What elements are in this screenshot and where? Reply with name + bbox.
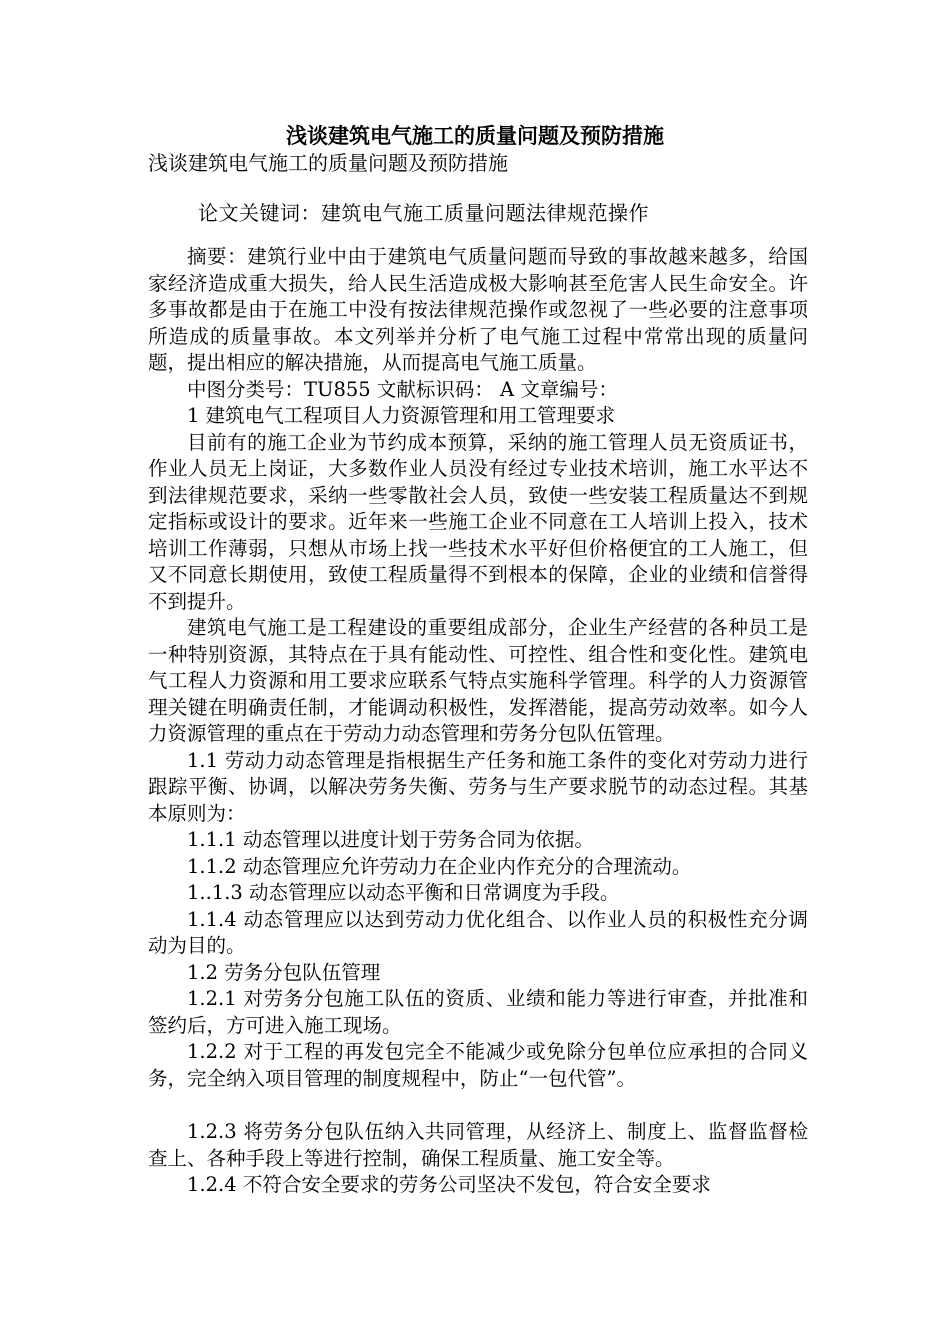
item-1-2-1: 1.2.1 对劳务分包施工队伍的资质、业绩和能力等进行审查，并批准和签约后，方可进入施工现场。 [148,987,808,1037]
section-heading-1: 1 建筑电气工程项目人力资源管理和用工管理要求 [187,404,616,427]
keywords-line: 论文关键词：建筑电气施工质量问题法律规范操作 [198,201,649,225]
subsection-1-2: 1.2 劳务分包队伍管理 [187,960,381,984]
document-subtitle: 浅谈建筑电气施工的质量问题及预防措施 [148,151,508,175]
subsection-1-1: 1.1 劳动力动态管理是指根据生产任务和施工条件的变化对劳动力进行跟踪平衡、协调，以解决劳务失衡、劳务与生产要求脱节的动态过程。其基本原则为： [148,748,808,825]
document-title: 浅谈建筑电气施工的质量问题及预防措施 [286,123,664,148]
item-1-1-3: 1..1.3 动态管理应以动态平衡和日常调度为手段。 [187,881,620,904]
body-text [148,244,808,1199]
item-1-1-2: 1.1.2 动态管理应允许劳动力在企业内作充分的合理流动。 [187,854,692,878]
body-paragraph: 目前有的施工企业为节约成本预算，采纳的施工管理人员无资质证书，作业人员无上岗证，大多数作业人员没有经过专业技术培训，施工水平达不到法律规范要求，采纳一些零散社会人员，致使一些安装工程质量达不到规定指标或设计的要求。近年来一些施工企业不同意在工人培训上投入，技术培训工作薄弱，只想从市场上找一些技术水平好但价格便宜的工人施工，但又不同意长期使用，致使工程质量得不到根本的保障，企业的业绩和信誉得不到提升。 [148,430,808,613]
item-1-1-4: 1.1.4 动态管理应以达到劳动力优化组合、以作业人员的积极性充分调动为目的。 [148,907,808,957]
item-1-2-3: 1.2.3 将劳务分包队伍纳入共同管理，从经济上、制度上、监督监督检查上、各种手段上等进行控制，确保工程质量、施工安全等。 [148,1120,808,1170]
item-1-2-2: 1.2.2 对于工程的再发包完全不能减少或免除分包单位应承担的合同义务，完全纳入项目管理的制度规程中，防止“一包代管”。 [148,1040,808,1090]
blank-line [148,1092,808,1119]
body-paragraph: 建筑电气施工是工程建设的重要组成部分，企业生产经营的各种员工是一种特别资源，其特点在于具有能动性、可控性、组合性和变化性。建筑电气工程人力资源和用工要求应联系气特点实施科学管理。科学的人力资源管理关键在明确责任制，才能调动积极性，发挥潜能，提高劳动效率。如今人力资源管理的重点在于劳动力动态管理和劳务分包队伍管理。 [148,616,808,745]
item-1-1-1: 1.1.1 动态管理以进度计划于劳务合同为依据。 [187,828,594,851]
abstract-paragraph: 摘要：建筑行业中由于建筑电气质量问题而导致的事故越来越多，给国家经济造成重大损失，给人民生活造成极大影响甚至危害人民生命安全。许多事故都是由于在施工中没有按法律规范操作或忽视了一些必要的注意事项所造成的质量事故。本文列举并分析了电气施工过程中常常出现的质量问题，提出相应的解决措施，从而提高电气施工质量。 [148,245,808,374]
item-1-2-4: 1.2.4 不符合安全要求的劳务公司坚决不发包，符合安全要求 [187,1173,711,1196]
classification-line: 中图分类号：TU855 文献标识码： A 文章编号： [187,377,618,401]
